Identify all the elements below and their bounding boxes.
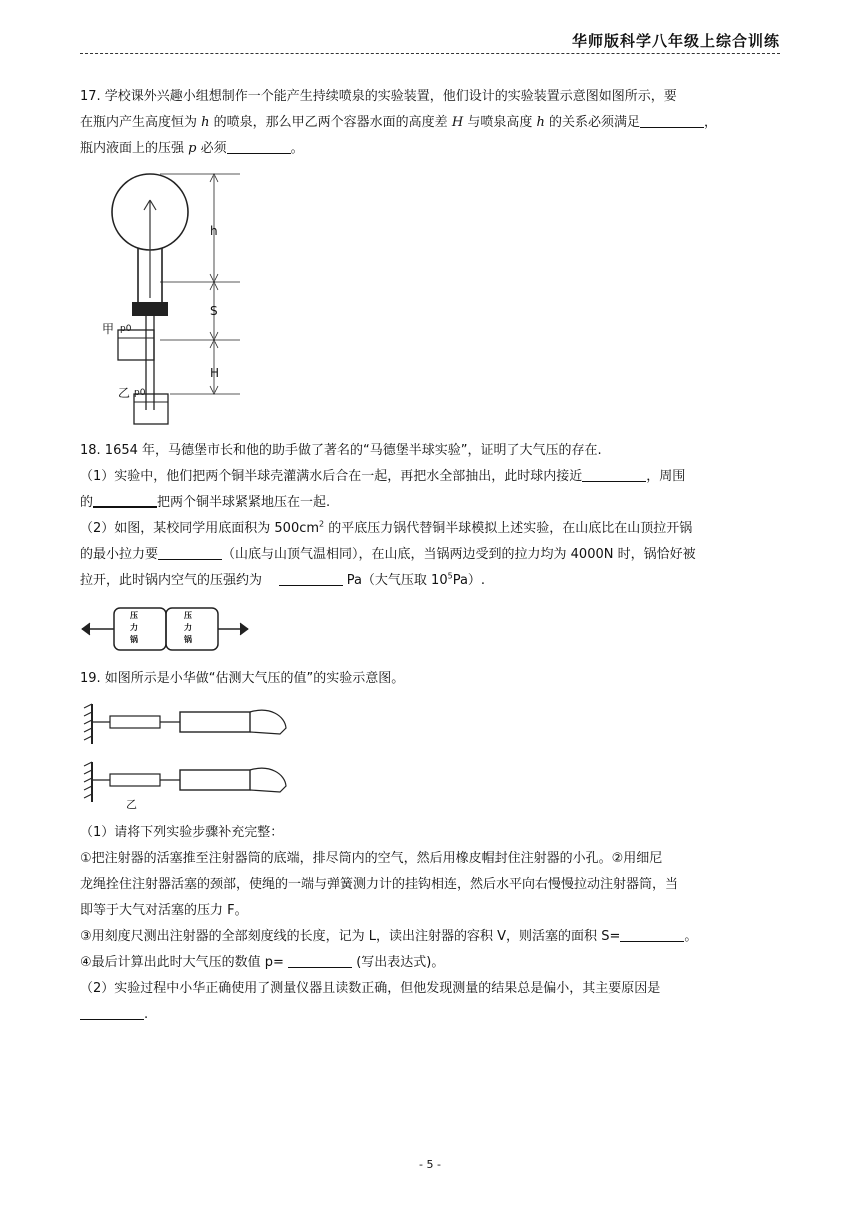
q19-s8: . [80,1002,780,1028]
label-yi: 乙 [118,386,131,400]
q17-line1: 17. 学校课外兴趣小组想制作一个能产生持续喷泉的实验装置，他们设计的实验装置示意图如图所示，要 [80,89,677,104]
q18-p2: （2）如图，某校同学用底面积为 $500cm^2$ 的平底压力锅代替铜半球模拟上述实验，在山底比在山顶拉开锅 的最小拉力要 （山底与山顶气温相同），在山底，当锅两边受到的拉力均为 4000N 时，锅恰好被 拉开，此时锅内空气的压强约为 Pa（大气压取 $10^5Pa$）. [80,519,696,588]
page-content [80,84,780,1028]
answer-blank[interactable] [80,1005,144,1020]
answer-blank[interactable] [227,139,291,154]
answer-blank[interactable] [158,545,222,560]
pressure-cooker-diagram [80,602,250,656]
label-jia: 甲 [102,322,115,336]
q19-s7: （2）实验过程中小华正确使用了测量仪器且读数正确，但他发现测量的结果总是偏小，其主要原因是 [80,981,661,996]
q19-line1: 19. 如图所示是小华做“估测大气压的值”的实验示意图。 [80,671,405,686]
header-divider [80,53,780,54]
q17-line2: 在瓶内产生高度恒为 h 的喷泉，那么甲乙两个容器水面的高度差 H 与喷泉高度 h 的关系必须满足 ， [80,115,718,130]
label-h: h [210,224,218,238]
page-number: - 5 - [419,1158,441,1171]
cooker-left-label: 压力锅 [130,611,138,644]
syringe-label-yi: 乙 [126,798,137,811]
q17-line3: 瓶内液面上的压强 p 必须 。 [80,141,304,156]
answer-blank[interactable] [640,113,704,128]
syringe-experiment-diagram [80,700,300,810]
fountain-figure [80,170,780,430]
label-p0-jia: p0 [120,324,132,334]
page-header [80,28,780,54]
answer-blank[interactable] [582,467,646,482]
q18-p1: （1）实验中，他们把两个铜半球壳灌满水后合在一起，再把水全部抽出，此时球内接近 ，周围 的 把两个铜半球紧紧地压在一起. [80,469,686,510]
answer-blank[interactable] [279,571,343,586]
cooker-right-label: 压力锅 [184,611,192,644]
q19-s2: ①把注射器的活塞推至注射器筒的底端，排尽筒内的空气，然后用橡皮帽封住注射器的小孔。②用细尼 [80,851,663,866]
q18-line1: 18. 1654 年，马德堡市长和他的助手做了著名的“马德堡半球实验”，证明了大气压的存在. [80,443,602,458]
q19-s4: 即等于大气对活塞的压力 F。 [80,903,248,918]
answer-blank[interactable] [93,492,157,508]
q19-s3: 龙绳拴住注射器活塞的颈部，使绳的一端与弹簧测力计的挂钩相连，然后水平向右慢慢拉动注射器筒，当 [80,877,679,892]
q19-s5: ③用刻度尺测出注射器的全部刻度线的长度，记为 L，读出注射器的容积 V，则活塞的面积 S= 。 [80,929,698,944]
header-title: 华师版科学八年级上综合训练 [571,32,780,50]
q19-s6: ④最后计算出此时大气压的数值 p= (写出表达式)。 [80,955,445,970]
fountain-apparatus-diagram [80,170,260,428]
label-H: H [210,366,220,380]
q19-s1: （1）请将下列实验步骤补充完整： [80,825,284,840]
syringe-figure [80,700,780,812]
label-p0-yi: p0 [134,388,146,398]
answer-blank[interactable] [620,927,684,942]
answer-blank[interactable] [288,953,352,968]
pressure-cooker-figure [80,602,780,658]
label-S: S [210,304,218,318]
